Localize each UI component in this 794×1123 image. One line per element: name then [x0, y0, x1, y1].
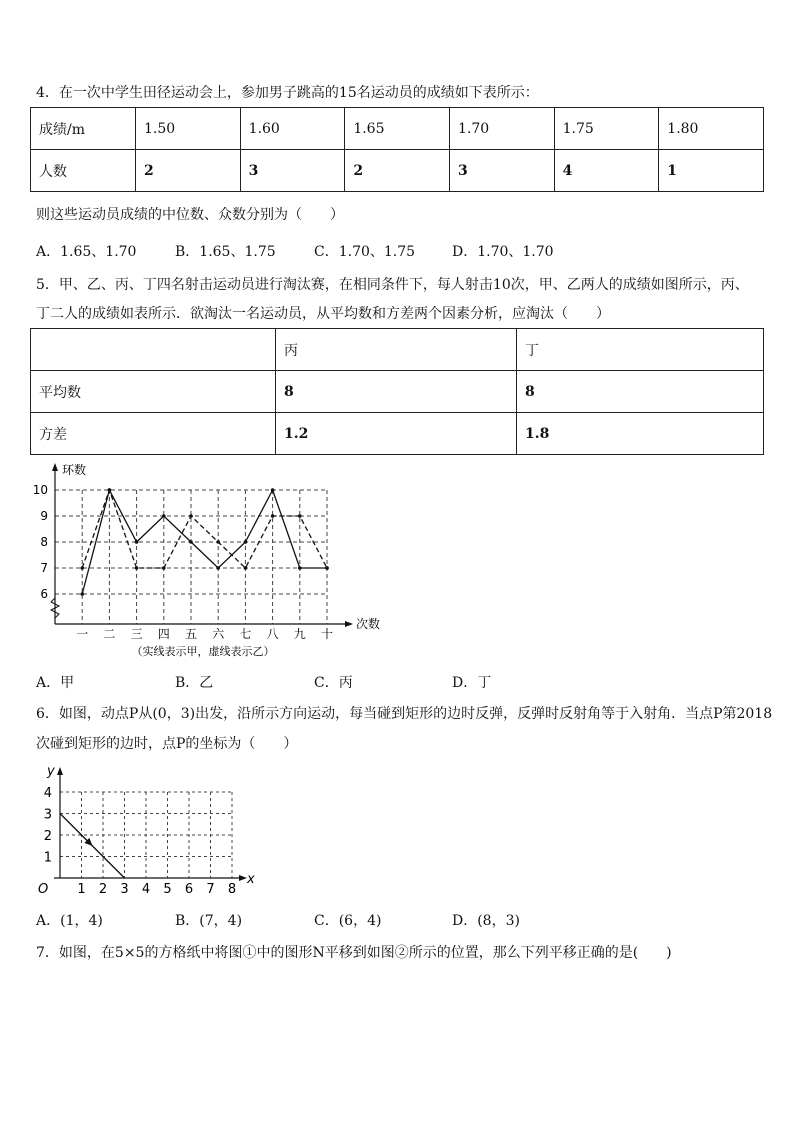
rectangle-grid-chart — [30, 760, 260, 895]
q5-option-c: C．丙 — [314, 675, 353, 691]
chart2-xtick-label: 5 — [163, 882, 172, 895]
q4-option-a: A．1.65、1.70 — [36, 244, 137, 260]
chart2-xtick-label: 4 — [141, 882, 151, 895]
chart1-point — [271, 488, 275, 492]
q6-option-a: A．(1，4) — [36, 913, 103, 929]
q6-option-d: D．(8，3) — [452, 913, 520, 929]
q5-cell: 1.2 — [276, 413, 517, 455]
q4-count-cell: 4 — [554, 150, 659, 192]
chart2-xtick-label: 3 — [120, 882, 129, 895]
q4-count-cell: 2 — [136, 150, 241, 192]
q4-score-cell: 1.50 — [136, 108, 241, 150]
chart1-ylabel: 环数 — [62, 463, 87, 477]
chart2-ytick-label: 4 — [43, 786, 52, 801]
q6-option-b: B．(7，4) — [175, 913, 243, 929]
q4-row2-label: 人数 — [31, 150, 136, 192]
chart1-xtick-label: 九 — [293, 627, 306, 641]
q4-count-cell: 1 — [659, 150, 764, 192]
chart1-point — [244, 540, 248, 544]
chart1-point — [135, 540, 139, 544]
chart1-xtick-label: 七 — [239, 627, 252, 641]
chart1-point — [162, 514, 166, 518]
q4-stem: 4．在一次中学生田径运动会上，参加男子跳高的15名运动员的成绩如下表所示： — [36, 85, 539, 101]
chart1-series-line — [82, 490, 327, 568]
chart1-ytick-label: 6 — [40, 587, 48, 601]
q4-count-cell: 3 — [449, 150, 554, 192]
q5-header-empty — [31, 329, 276, 371]
chart1-point — [135, 566, 139, 570]
chart2-xtick-label: 8 — [227, 882, 237, 895]
chart1-xtick-label: 十 — [320, 627, 334, 641]
chart1-x-arrow — [345, 621, 353, 627]
chart1-xtick-label: 四 — [157, 627, 170, 641]
chart1-point — [80, 566, 84, 570]
q4-question: 则这些运动员成绩的中位数、众数分别为（ ） — [36, 207, 344, 223]
chart1-ytick-label: 8 — [40, 535, 48, 549]
chart1-xtick-label: 三 — [130, 627, 143, 641]
q4-score-cell: 1.80 — [659, 108, 764, 150]
chart2-xlabel: x — [247, 872, 255, 887]
q4-option-d: D．1.70、1.70 — [452, 244, 554, 260]
chart1-point — [325, 566, 329, 570]
chart2-grid — [60, 792, 232, 878]
chart1-ytick-label: 10 — [32, 483, 48, 497]
chart1-point — [216, 540, 220, 544]
chart1-point — [244, 566, 248, 570]
chart2-axes — [54, 767, 247, 881]
chart2-y-arrow — [57, 767, 63, 775]
q7-stem: 7．如图，在5×5的方格纸中将图①中的图形N平移到如图②所示的位置，那么下列平移正确的是( ) — [36, 945, 672, 961]
chart2-ytick-label: 1 — [43, 850, 52, 866]
chart2-xtick-label: 2 — [98, 882, 108, 895]
q5-cell: 8 — [276, 371, 517, 413]
chart2-ylabel: y — [47, 764, 55, 779]
q5-table — [30, 328, 764, 455]
chart1-xtick-label: 二 — [103, 627, 116, 641]
q5-cell: 8 — [517, 371, 764, 413]
q4-count-cell: 2 — [345, 150, 450, 192]
q4-count-cell: 3 — [240, 150, 345, 192]
chart2-xtick-label: 7 — [206, 882, 215, 895]
chart1-xtick-label: 一 — [76, 627, 89, 641]
shooting-scores-chart — [28, 460, 388, 662]
chart2-ytick-label: 2 — [43, 829, 52, 844]
q5-option-d: D．丁 — [452, 675, 492, 691]
q4-score-cell: 1.75 — [554, 108, 659, 150]
chart2-ytick-label: 3 — [43, 807, 52, 823]
q5-row-label: 方差 — [31, 413, 276, 455]
q5-stem-line1: 5．甲、乙、丙、丁四名射击运动员进行淘汰赛，在相同条件下，每人射击10次，甲、乙两人的成绩如图所示，丙、 — [36, 277, 749, 293]
chart1-point — [189, 540, 193, 544]
chart1-grid — [55, 490, 327, 624]
chart1-point — [189, 514, 193, 518]
q4-score-cell: 1.60 — [240, 108, 345, 150]
q6-option-c: C．(6，4) — [314, 913, 382, 929]
chart1-ytick-label: 7 — [40, 561, 48, 575]
chart2-xtick-label: 6 — [184, 882, 194, 895]
q4-score-table — [30, 107, 764, 192]
chart1-y-arrow — [52, 463, 58, 471]
q6-stem-line1: 6．如图，动点P从(0，3)出发，沿所示方向运动，每当碰到矩形的边时反弹，反弹时反射角等于入射角．当点P第2018 — [36, 706, 773, 722]
chart2-xtick-label: 1 — [77, 882, 86, 895]
chart1-axes — [51, 463, 353, 627]
chart2-series — [60, 814, 125, 879]
chart1-point — [216, 566, 220, 570]
q5-header-bing: 丙 — [276, 329, 517, 371]
q5-option-b: B．乙 — [175, 675, 214, 691]
chart1-point — [162, 566, 166, 570]
chart2-x-arrow — [239, 875, 247, 881]
chart1-xtick-label: 五 — [184, 627, 198, 641]
q4-score-cell: 1.65 — [345, 108, 450, 150]
q4-option-b: B．1.65、1.75 — [175, 244, 276, 260]
chart1-point — [298, 514, 302, 518]
chart1-caption: （实线表示甲，虚线表示乙） — [131, 645, 275, 658]
q5-cell: 1.8 — [517, 413, 764, 455]
q5-option-a: A．甲 — [36, 675, 75, 691]
chart1-xlabel: 次数 — [356, 617, 381, 631]
chart1-ytick-label: 9 — [40, 509, 48, 523]
q4-row1-label: 成绩/m — [31, 108, 136, 150]
q5-header-ding: 丁 — [517, 329, 764, 371]
chart1-xtick-label: 八 — [266, 627, 279, 641]
q4-score-cell: 1.70 — [449, 108, 554, 150]
q5-row-label: 平均数 — [31, 371, 276, 413]
q5-stem-line2: 丁二人的成绩如表所示．欲淘汰一名运动员，从平均数和方差两个因素分析，应淘汰（ ） — [36, 306, 610, 322]
q4-option-c: C．1.70、1.75 — [314, 244, 416, 260]
chart2-origin-label: O — [38, 882, 49, 895]
q6-stem-line2: 次碰到矩形的边时，点P的坐标为（ ） — [36, 736, 298, 752]
chart1-point — [271, 514, 275, 518]
chart1-xtick-label: 六 — [212, 627, 225, 641]
chart1-point — [80, 592, 84, 596]
chart1-point — [108, 488, 112, 492]
chart1-point — [298, 566, 302, 570]
